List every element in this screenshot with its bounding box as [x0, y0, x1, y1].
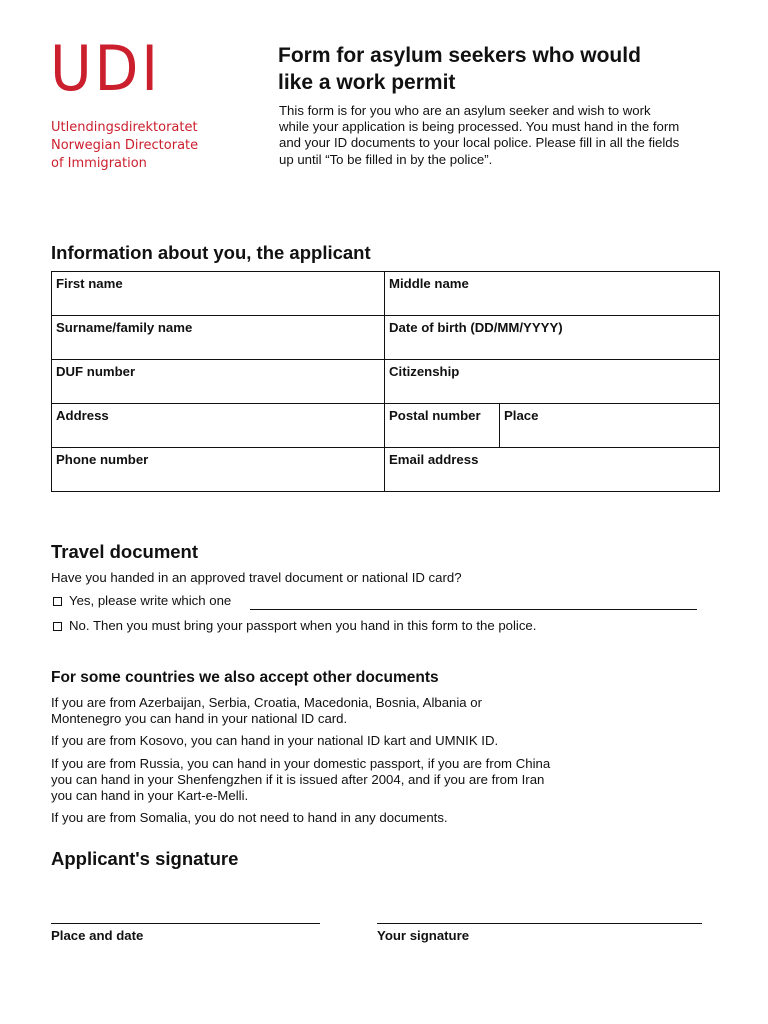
p3-line-2: you can hand in your Shenfengzhen if it is issued after 2004, and if you are from Iran [51, 772, 545, 787]
phone-number-field[interactable] [52, 448, 385, 492]
form-title-line-1: Form for asylum seekers who would [278, 44, 641, 67]
middle-name-label: Middle name [389, 276, 469, 291]
no-checkbox[interactable] [53, 622, 62, 631]
applicant-heading: Information about you, the applicant [51, 242, 371, 263]
p3-line-3: you can hand in your Kart-e-Melli. [51, 788, 249, 803]
signature-line[interactable] [377, 923, 702, 924]
place-date-line[interactable] [51, 923, 320, 924]
your-signature-label: Your signature [377, 928, 470, 943]
form-title [278, 42, 718, 96]
middle-name-field[interactable] [385, 272, 720, 316]
logo-text-norwegian: Utlendingsdirektoratet [51, 120, 198, 135]
duf-number-label: DUF number [56, 364, 136, 379]
p1-line-1: If you are from Azerbaijan, Serbia, Croatia, Macedonia, Bosnia, Albania or [51, 695, 483, 710]
postal-number-label: Postal number [389, 408, 481, 423]
logo-text-english-2: of Immigration [51, 156, 147, 171]
first-name-label: First name [56, 276, 123, 291]
signature-heading: Applicant's signature [51, 848, 239, 869]
logo-text-english-1: Norwegian Directorate [51, 138, 199, 153]
other-documents-heading: For some countries we also accept other documents [51, 669, 439, 686]
dob-label: Date of birth (DD/MM/YYYY) [389, 320, 563, 335]
travel-question: Have you handed in an approved travel document or national ID card? [51, 570, 462, 585]
other-docs-paragraph-3 [51, 756, 611, 804]
place-date-label: Place and date [51, 928, 144, 943]
no-option-label: No. Then you must bring your passport when you hand in this form to the police. [69, 618, 537, 633]
intro-line-3: and your ID documents to your local police. Please fill in all the fields [279, 135, 680, 151]
place-field[interactable] [500, 404, 720, 448]
citizenship-label: Citizenship [389, 364, 460, 379]
dob-field[interactable] [385, 316, 720, 360]
travel-document-write-line[interactable] [250, 609, 697, 610]
other-docs-paragraph-1 [51, 695, 611, 727]
p3-line-1: If you are from Russia, you can hand in your domestic passport, if you are from China [51, 756, 551, 771]
p1-line-2: Montenegro you can hand in your national ID card. [51, 711, 348, 726]
other-docs-paragraph-2: If you are from Kosovo, you can hand in your national ID kart and UMNIK ID. [51, 733, 499, 748]
place-label: Place [504, 408, 539, 423]
other-docs-paragraph-4: If you are from Somalia, you do not need to hand in any documents. [51, 810, 448, 825]
intro-line-1: This form is for you who are an asylum seeker and wish to work [279, 103, 651, 118]
email-address-field[interactable] [385, 448, 720, 492]
yes-option-label: Yes, please write which one [69, 593, 232, 608]
address-field[interactable] [52, 404, 385, 448]
surname-label: Surname/family name [56, 320, 193, 335]
form-title-line-2: like a work permit [278, 71, 456, 94]
first-name-field[interactable] [52, 272, 385, 316]
intro-line-4: up until “To be filled in by the police”. [279, 151, 493, 167]
udi-logo-mark: UDI [50, 32, 161, 105]
phone-number-label: Phone number [56, 452, 149, 467]
citizenship-field[interactable] [385, 360, 720, 404]
form-intro [279, 103, 719, 168]
applicant-info-table [51, 271, 720, 492]
travel-document-heading: Travel document [51, 541, 199, 562]
email-address-label: Email address [389, 452, 479, 467]
surname-field[interactable] [52, 316, 385, 360]
address-label: Address [56, 408, 109, 423]
intro-line-2: while your application is being processed. You must hand in the form [279, 119, 680, 135]
duf-number-field[interactable] [52, 360, 385, 404]
yes-checkbox[interactable] [53, 597, 62, 606]
postal-number-field[interactable] [385, 404, 500, 448]
